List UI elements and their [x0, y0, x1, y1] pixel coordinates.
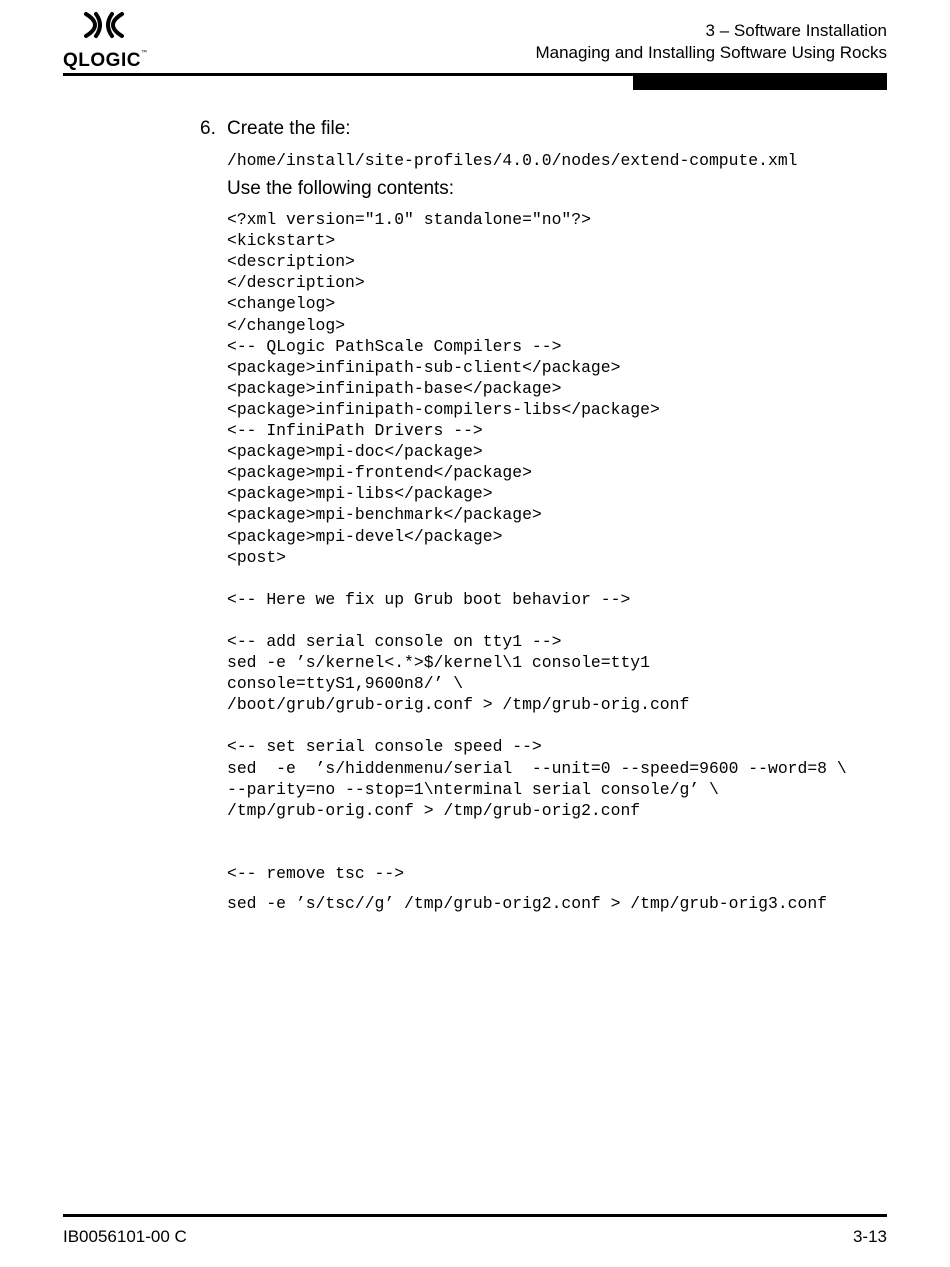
- step-item: [200, 117, 900, 141]
- code-line: --parity=no --stop=1\nterminal serial console/g’ \: [227, 779, 719, 799]
- code-line: <package>mpi-devel</package>: [227, 526, 503, 546]
- code-line: <package>mpi-benchmark</package>: [227, 505, 542, 525]
- step-number: 6.: [200, 118, 216, 139]
- code-line: <kickstart>: [227, 231, 336, 251]
- code-line: <package>infinipath-base</package>: [227, 378, 562, 398]
- code-line: <post>: [227, 547, 287, 567]
- page-header: [535, 20, 887, 64]
- code-line: <-- Here we fix up Grub boot behavior -->: [227, 589, 631, 609]
- code-line: <-- remove tsc -->: [227, 864, 405, 883]
- code-line: <-- InfiniPath Drivers -->: [227, 421, 483, 441]
- code-line: <package>infinipath-compilers-libs</package>: [227, 399, 660, 419]
- code-line: [227, 568, 900, 589]
- page-number: 3-13: [852, 1227, 887, 1246]
- code-line: /tmp/grub-orig.conf > /tmp/grub-orig2.conf: [227, 800, 641, 820]
- code-line: [227, 842, 900, 863]
- code-line: <package>mpi-doc</package>: [227, 442, 483, 462]
- code-line: <description>: [227, 252, 355, 272]
- code-line: sed -e ’s/kernel<.*>$/kernel\1 console=tty1: [227, 653, 650, 673]
- code-line: <-- add serial console on tty1 -->: [227, 631, 562, 651]
- code-line: <?xml version="1.0" standalone="no"?>: [227, 210, 591, 230]
- header-tab-bar: [633, 76, 887, 90]
- code-line: /boot/grub/grub-orig.conf > /tmp/grub-orig.conf: [227, 695, 690, 715]
- code-block: [227, 209, 900, 884]
- code-line: [227, 715, 900, 736]
- step-text: Create the file:: [227, 118, 351, 139]
- chapter-title: 3 – Software Installation: [705, 21, 887, 40]
- code-line: <-- QLogic PathScale Compilers -->: [227, 336, 562, 356]
- file-path: /home/install/site-profiles/4.0.0/nodes/extend-compute.xml: [227, 151, 798, 170]
- qlogic-logo-icon: [82, 10, 126, 40]
- footer-rule: [63, 1214, 887, 1217]
- logo-wordmark: QLOGIC™: [63, 50, 148, 71]
- code-line: <package>infinipath-sub-client</package>: [227, 357, 621, 377]
- code-line: <package>mpi-frontend</package>: [227, 463, 532, 483]
- code-line: <package>mpi-libs</package>: [227, 484, 493, 504]
- code-line: [227, 610, 900, 631]
- code-line: [227, 821, 900, 842]
- code-line: <changelog>: [227, 294, 336, 314]
- code-line: console=ttyS1,9600n8/’ \: [227, 674, 464, 694]
- section-title: Managing and Installing Software Using Rocks: [535, 43, 887, 62]
- main-content: [200, 117, 900, 914]
- code-line: <-- set serial console speed -->: [227, 737, 542, 757]
- contents-intro: Use the following contents:: [227, 178, 455, 200]
- qlogic-logo: [62, 10, 152, 71]
- code-line: sed -e ’s/hiddenmenu/serial --unit=0 --speed=9600 --word=8 \: [227, 758, 847, 778]
- document-id: IB0056101-00 C: [63, 1227, 187, 1246]
- code-line: </description>: [227, 273, 365, 293]
- code-line: </changelog>: [227, 315, 346, 335]
- code-line-last: sed -e ’s/tsc//g’ /tmp/grub-orig2.conf > /tmp/grub-orig3.conf: [227, 894, 827, 914]
